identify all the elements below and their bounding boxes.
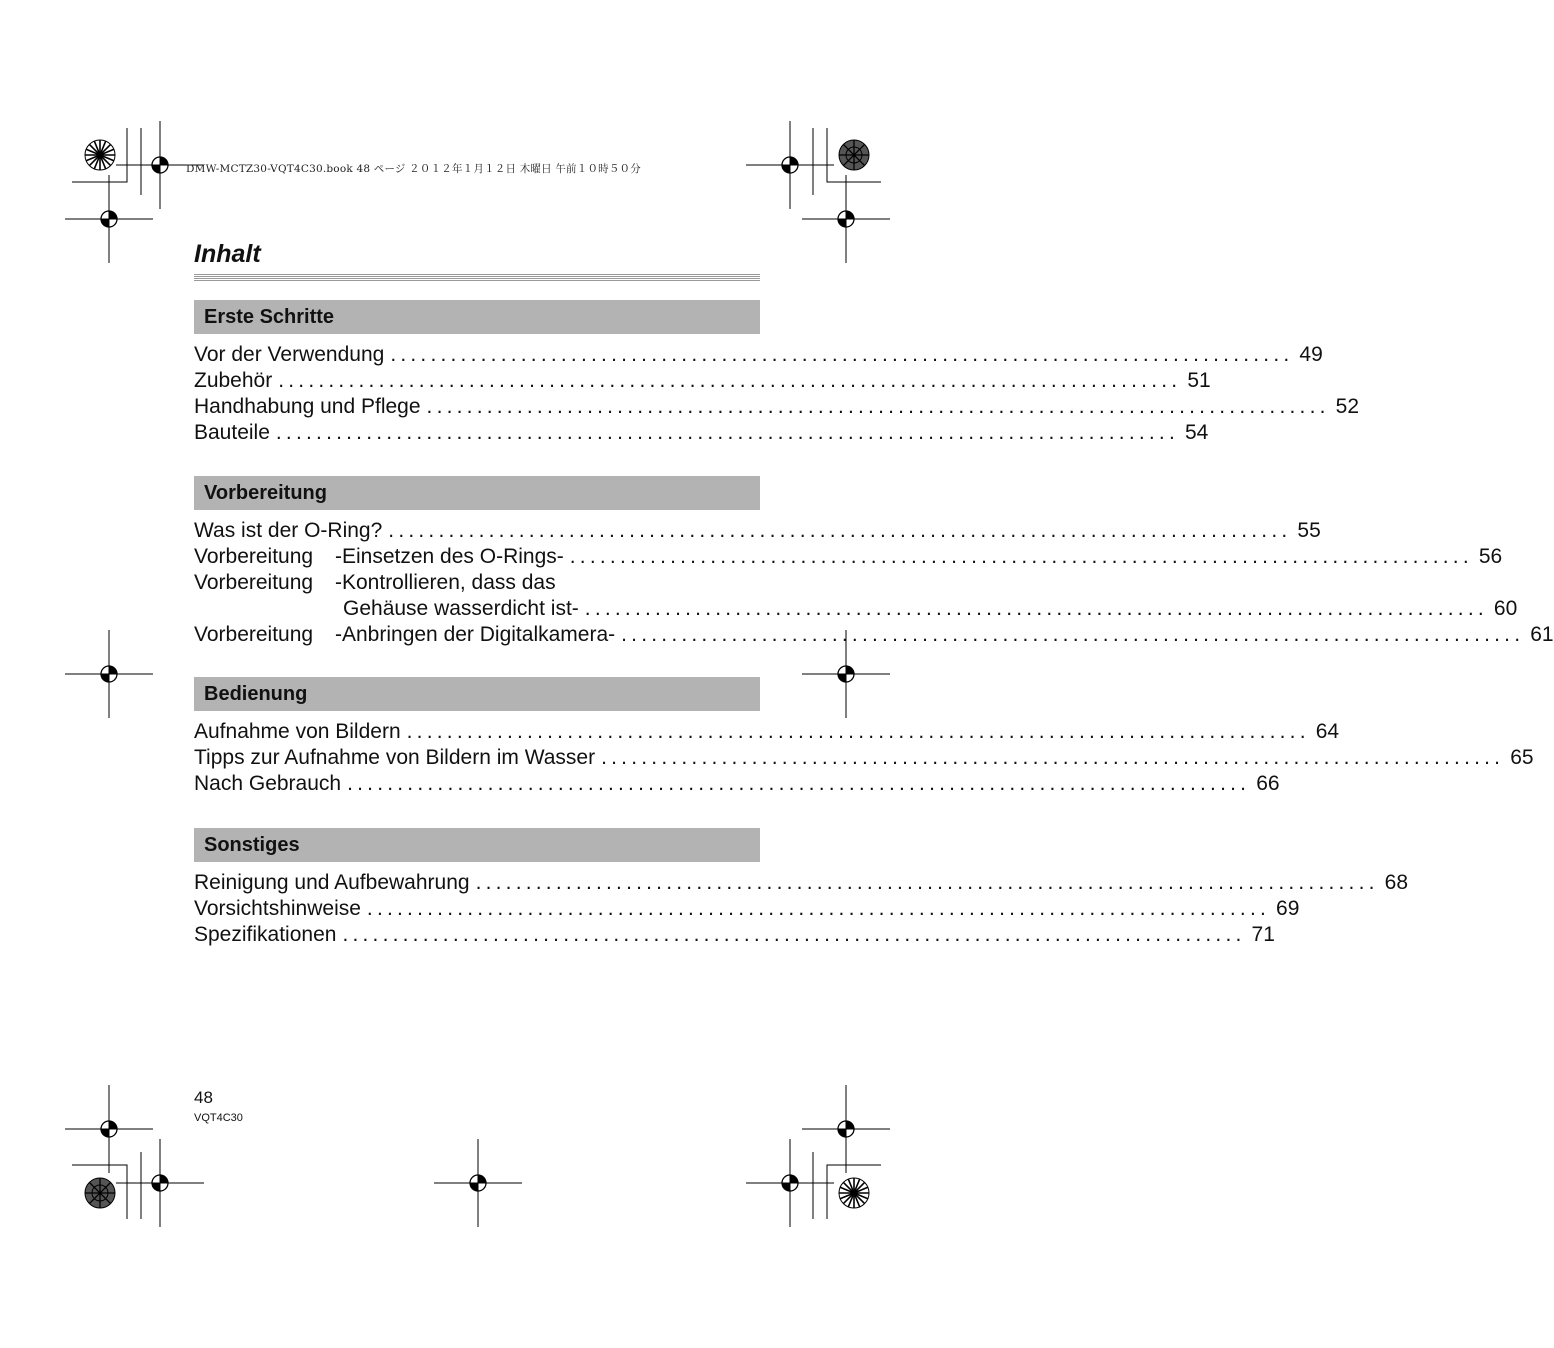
toc-entry[interactable] [194, 745, 1534, 771]
dot-leader: .......................................................................................... [601, 746, 1505, 769]
toc-entry[interactable] [194, 570, 760, 596]
dot-leader: .......................................................................................... [426, 395, 1330, 418]
entry-page-number: 55 [1297, 519, 1321, 542]
toc-entry[interactable] [194, 922, 1275, 948]
entry-page-number: 64 [1315, 720, 1340, 743]
entry-page-number: 54 [1185, 421, 1209, 444]
toc-entry[interactable] [194, 518, 1321, 544]
toc-entry[interactable] [194, 896, 1300, 922]
entry-label: Zubehör [194, 369, 273, 392]
toc-entry[interactable] [194, 368, 1211, 394]
entry-label: Nach Gebrauch [194, 772, 342, 795]
entry-page-number: 49 [1299, 343, 1323, 366]
entry-page-number: 68 [1384, 871, 1409, 894]
dot-leader: .......................................................................................... [569, 545, 1473, 568]
toc-section [194, 300, 1359, 446]
toc-entry[interactable] [194, 719, 1340, 745]
dot-leader: .......................................................................................... [475, 871, 1379, 894]
entry-label-group [194, 544, 564, 570]
entry-label: Bauteile [194, 421, 270, 444]
entry-page-number: 52 [1335, 395, 1359, 418]
toc-entry[interactable] [194, 771, 1280, 797]
section-heading: Bedienung [194, 677, 760, 711]
toc-entry[interactable] [194, 544, 1503, 570]
toc-entry[interactable] [194, 622, 1554, 648]
entry-page-number: 56 [1478, 545, 1503, 568]
entry-label: Spezifikationen [194, 923, 337, 946]
dot-leader: .......................................................................................... [621, 623, 1525, 646]
page-number: 48 [194, 1088, 213, 1107]
toc-section [194, 476, 1554, 648]
entry-label: Vor der Verwendung [194, 343, 385, 366]
entry-label: Aufnahme von Bildern [194, 720, 401, 743]
dot-leader: .......................................................................................... [275, 421, 1179, 444]
entry-page-number: 60 [1493, 597, 1518, 620]
section-heading: Sonstiges [194, 828, 760, 862]
entry-label: -Anbringen der Digitalkamera- [335, 623, 616, 646]
toc-entry[interactable] [194, 394, 1359, 420]
entry-label: -Kontrollieren, dass das [335, 571, 556, 594]
entry-page-number: 69 [1276, 897, 1300, 920]
section-heading: Vorbereitung [194, 476, 760, 510]
entry-page-number: 61 [1530, 623, 1554, 646]
toc-section [194, 677, 1534, 797]
entry-prefix: Vorbereitung [194, 571, 314, 594]
document-code: VQT4C30 [194, 1112, 243, 1124]
toc-entry[interactable] [194, 342, 1323, 368]
entry-page-number: 66 [1256, 772, 1280, 795]
dot-leader: .......................................................................................... [342, 923, 1246, 946]
dot-leader: .......................................................................................... [584, 597, 1488, 620]
entry-label: Was ist der O-Ring? [194, 519, 383, 542]
toc-section [194, 828, 1409, 948]
page-title: Inhalt [194, 240, 261, 268]
entry-page-number: 65 [1510, 746, 1534, 769]
entry-label: Handhabung und Pflege [194, 395, 421, 418]
entry-prefix: Vorbereitung [194, 545, 314, 568]
dot-leader: .......................................................................................... [388, 519, 1292, 542]
dot-leader: .......................................................................................... [347, 772, 1251, 795]
section-heading: Erste Schritte [194, 300, 760, 334]
print-header: DMW-MCTZ30-VQT4C30.book 48 ページ ２０１２年１月１２日 木曜日 午前１０時５０分 [186, 163, 641, 175]
entry-label: Gehäuse wasserdicht ist- [343, 597, 579, 620]
toc-entry[interactable] [194, 870, 1409, 896]
dot-leader: .......................................................................................... [278, 369, 1182, 392]
entry-label-group [194, 622, 615, 648]
toc-entry[interactable] [194, 420, 1209, 446]
entry-label: -Einsetzen des O-Rings- [335, 545, 564, 568]
entry-page-number: 71 [1251, 923, 1275, 946]
entry-label-group [194, 570, 556, 596]
entry-page-number: 51 [1187, 369, 1211, 392]
dot-leader: .......................................................................................... [390, 343, 1294, 366]
entry-label: Vorsichtshinweise [194, 897, 361, 920]
dot-leader: .......................................................................................... [406, 720, 1310, 743]
entry-prefix: Vorbereitung [194, 623, 314, 646]
dot-leader: .......................................................................................... [366, 897, 1271, 920]
entry-label: Tipps zur Aufnahme von Bildern im Wasser [194, 746, 596, 769]
toc-entry[interactable] [194, 596, 1518, 622]
entry-label: Reinigung und Aufbewahrung [194, 871, 470, 894]
title-rule [194, 274, 760, 281]
